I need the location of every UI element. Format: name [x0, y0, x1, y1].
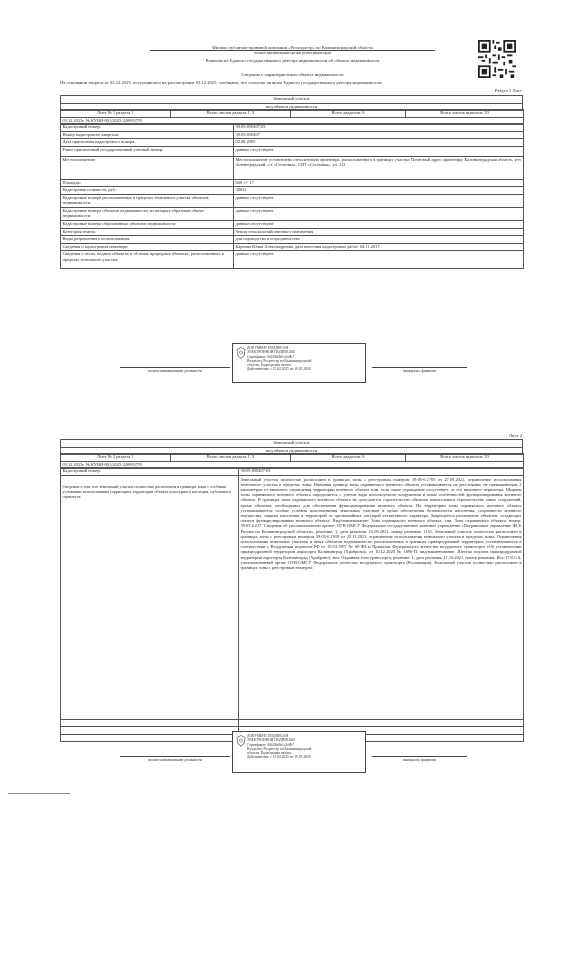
- authority-name: Филиал публично-правовой компании «Роскадастр» по Калининградской области: [150, 45, 435, 51]
- margin-mark: [8, 793, 70, 794]
- row-value: Карпова Юлия Александровна, дата внесения кадастровых работ: 04.11.2017: [234, 243, 524, 251]
- row-label: Категория земель:: [61, 228, 234, 236]
- zones-table: [60, 467, 524, 742]
- name-line-2: [372, 756, 467, 757]
- name-caption: инициалы, фамилия: [403, 369, 436, 373]
- request-intro: На основании запроса от 03.12.2025, поступившего на рассмотрение 03.12.2025, сообщаем, что согласно записям Единого государственного реестра недвижимости:: [60, 80, 383, 85]
- row-value: данные отсутствуют: [234, 207, 524, 220]
- document-title: Выписка из Единого государственного реестра недвижимости об объекте недвижимости: [205, 58, 380, 63]
- subtitle: Сведения о характеристиках объекта недвижимости: [241, 72, 344, 77]
- record-number: 03.12.2025г. № КУВИ-001/2025-220092755: [61, 117, 524, 125]
- table-row: [61, 220, 524, 228]
- row-value: для садоводства и огородничества: [234, 236, 524, 244]
- row-label: Виды разрешенного использования:: [61, 236, 234, 244]
- section-caption: вид объекта недвижимости: [61, 447, 523, 455]
- table-row: [61, 475, 524, 719]
- table-row: [61, 146, 524, 156]
- table-row: [61, 251, 524, 269]
- coat-of-arms-icon: [236, 735, 246, 747]
- table-row: [61, 124, 524, 132]
- row-label: Кадастровые номера объектов недвижимости, из которых образован объект недвижимости:: [61, 207, 234, 220]
- table-row: [61, 228, 524, 236]
- stamp-line: области, Кадастровая палата: [247, 751, 291, 756]
- row-label: Дата присвоения кадастрового номера:: [61, 139, 234, 147]
- total-sheets: Всего листов выписки: 19: [406, 110, 524, 118]
- row-value: данные отсутствуют: [234, 146, 524, 156]
- row-value: 39:05:050407:03: [239, 468, 524, 476]
- table-row: [61, 236, 524, 244]
- row-value: 02.08.2005: [234, 139, 524, 147]
- sheet-label: Раздел 1 Лист: [494, 88, 522, 93]
- name-caption-2: инициалы, фамилия: [403, 758, 436, 762]
- stamp-line: Владелец: Росреестр по Калининградской: [247, 358, 312, 363]
- record-number: 03.12.2025г. № КУВИ-001/2025-220092755: [61, 461, 524, 469]
- row-label: Сведения о кадастровом инженере:: [61, 243, 234, 251]
- row-value: 39:05:050407:03: [234, 124, 524, 132]
- row-value: данные отсутствуют: [234, 220, 524, 228]
- table-row: [61, 139, 524, 147]
- row-label: Ранее присвоенный государственный учетный номер:: [61, 146, 234, 156]
- stamp-line: Сертификат: 0d4f3bf8e1c2a9b7: [247, 742, 295, 747]
- row-label: Кадастровая стоимость, руб.:: [61, 187, 234, 195]
- stamp-line: ДОКУМЕНТ ПОДПИСАН: [247, 734, 289, 738]
- row-value: Земли сельскохозяйственного назначения: [234, 228, 524, 236]
- row-label: Местоположение:: [61, 156, 234, 179]
- total-sections: Всего разделов: 6: [291, 454, 406, 462]
- row-label: Кадастровый номер:: [61, 468, 239, 476]
- row-label: Кадастровые номера расположенных в пределах земельного участка объектов недвижимости:: [61, 194, 234, 207]
- sheet-number: Лист № 1 раздела 1: [61, 110, 171, 118]
- sheet-label-2: Лист 2: [508, 433, 522, 438]
- row-value: 39:05:050407: [234, 131, 524, 139]
- electronic-signature-stamp: [232, 343, 366, 383]
- table-row: [61, 468, 524, 476]
- stamp-line: Владелец: Росреестр по Калининградской: [247, 746, 312, 751]
- electronic-signature-stamp-2: [232, 731, 366, 773]
- row-value: 30652: [234, 187, 524, 195]
- total-sections: Всего разделов: 6: [291, 110, 406, 118]
- section-title: Земельный участок: [61, 96, 523, 104]
- table-row: [61, 156, 524, 179]
- row-label: Кадастровый номер:: [61, 124, 234, 132]
- stamp-line: ДОКУМЕНТ ПОДПИСАН: [247, 346, 289, 350]
- position-line: [120, 367, 230, 368]
- characteristics-table: [60, 123, 524, 269]
- table-row: [61, 131, 524, 139]
- stamp-line: ЭЛЕКТРОННОЙ ПОДПИСЬЮ: [247, 738, 296, 743]
- sheet-number: Лист № 2 раздела 1: [61, 454, 171, 462]
- row-label: Сведения о лесах, водных объектах и об иных природных объектах, расположенных в пределах земельного участка:: [61, 251, 234, 269]
- stamp-line: Действителен: с 15.02.2025 по 10.05.2026: [247, 367, 311, 372]
- table-row: [61, 243, 524, 251]
- total-sheets-section: Всего листов раздела 1: 5: [171, 110, 291, 118]
- position-line-2: [120, 756, 230, 757]
- stamp-line: Действителен: с 15.02.2025 по 10.05.2026: [247, 755, 311, 760]
- table-row: [61, 187, 524, 195]
- row-value: данные отсутствуют: [234, 194, 524, 207]
- stamp-line: ЭЛЕКТРОННОЙ ПОДПИСЬЮ: [247, 350, 296, 355]
- row-label: Номер кадастрового квартала:: [61, 131, 234, 139]
- qr-code-icon: [478, 40, 516, 78]
- row-value: 600 +/- 17: [234, 179, 524, 187]
- table-row: [61, 207, 524, 220]
- coat-of-arms-icon: [236, 347, 246, 359]
- row-value: Местоположение установлено относительно ориентира, расположенного в границах участка. Почтовый адрес ориентира: Калининградская область, р-н Зеленоградский, с/т «Сосновка», СНТ «Сосновка», уч. 113: [234, 156, 524, 179]
- stamp-line: области, Кадастровая палата: [247, 363, 291, 368]
- name-line: [372, 367, 467, 368]
- row-value: Земельный участок полностью расположен в границах зоны с реестровым номером 39:05-6.1705 от 27.09.2021, ограничение использования земельного участка в пределах зоны: Внешняя граница зоны охраняемого военного объекта устанавливается на расстоянии, не превышающем 2 километров от внешнего ограждения территории военного объекта или, если такое ограждение отсутствует, от его внешнего периметра. Ширина зоны охраняемого военного объекта определяется с учетом вида используемого вооружения и иных особенностей функционирования военного объекта. В границах зоны охраняемого военного объекта не допускается строительство объектов капитального строительства, иных сооружений, кроме объектов, необходимых для обеспечения функционирования военного объекта. На территории зоны охраняемого военного объекта устанавливаются особые условия использования земельных участков в целях обеспечения безопасности населения, сохранности военного имущества, защиты населения и территорий от чрезвычайных ситуаций техногенного характера. Запрещается размещение объектов, создающих помехи функционированию военного объекта. Вид/наименование: Зона охраняемого военного объекта, тип: Зона охраняемого объекта, номер: 39.05.2.217. Сведения об уполномоченном органе: ОГВ-ОМСУ Федеральное государственное казенное учреждение «Пограничное управление ФСБ России по Калининградской области», решение: 1, дата решения: 15.09.2021, номер решения: 1151. Земельный участок полностью расположен в границах зоны с реестровым номером 39:05-6.1918 от 25.11.2021, ограничение использования земельного участка в пределах зоны: Ограничения использования земельных участков и иных объектов недвижимости, расположенных в границах приаэродромной территории, устанавливаются в соответствии с Воздушным кодексом РФ от 19.03.1997 № 60-ФЗ и Приказом Федерального агентства воздушного транспорта «Об установлении приаэродромной территории аэропорта Калининград (Храброво)» от 10.12.2020 № 1696-П, вид/наименование: Шестая подзона приаэродромной территории аэропорта Калининград (Храброво), тип: Охранная зона транспорта, решение: 1, дата решения: 11.10.2021, номер решения: Исх-17311/А, уполномоченный орган: ОГВ-ОМСУ Федеральное агентство воздушного транспорта (Росавиация). Земельный участок полностью расположен в границах зоны с реестровым номером.: [239, 475, 524, 719]
- position-caption-2: полное наименование должности: [148, 758, 202, 762]
- table-row: [61, 194, 524, 207]
- table-row: [61, 179, 524, 187]
- position-caption: полное наименование должности: [148, 369, 202, 373]
- row-value: данные отсутствуют: [234, 251, 524, 269]
- section-caption: вид объекта недвижимости: [61, 103, 523, 111]
- authority-caption: полное наименование органа регистрации прав: [254, 51, 331, 55]
- row-label: Кадастровые номера образованных объектов недвижимости:: [61, 220, 234, 228]
- stamp-line: Сертификат: 0d4f3bf8e1c2a9b7: [247, 354, 295, 359]
- row-label: Сведения о том, что земельный участок полностью расположен в границах зоны с особыми условиями использования территории, территории объекта культурного наследия, публичного сервитута:: [61, 475, 239, 719]
- section-title: Земельный участок: [61, 440, 523, 448]
- total-sheets-section: Всего листов раздела 1: 5: [171, 454, 291, 462]
- row-label: Площадь:: [61, 179, 234, 187]
- total-sheets: Всего листов выписки: 19: [406, 454, 524, 462]
